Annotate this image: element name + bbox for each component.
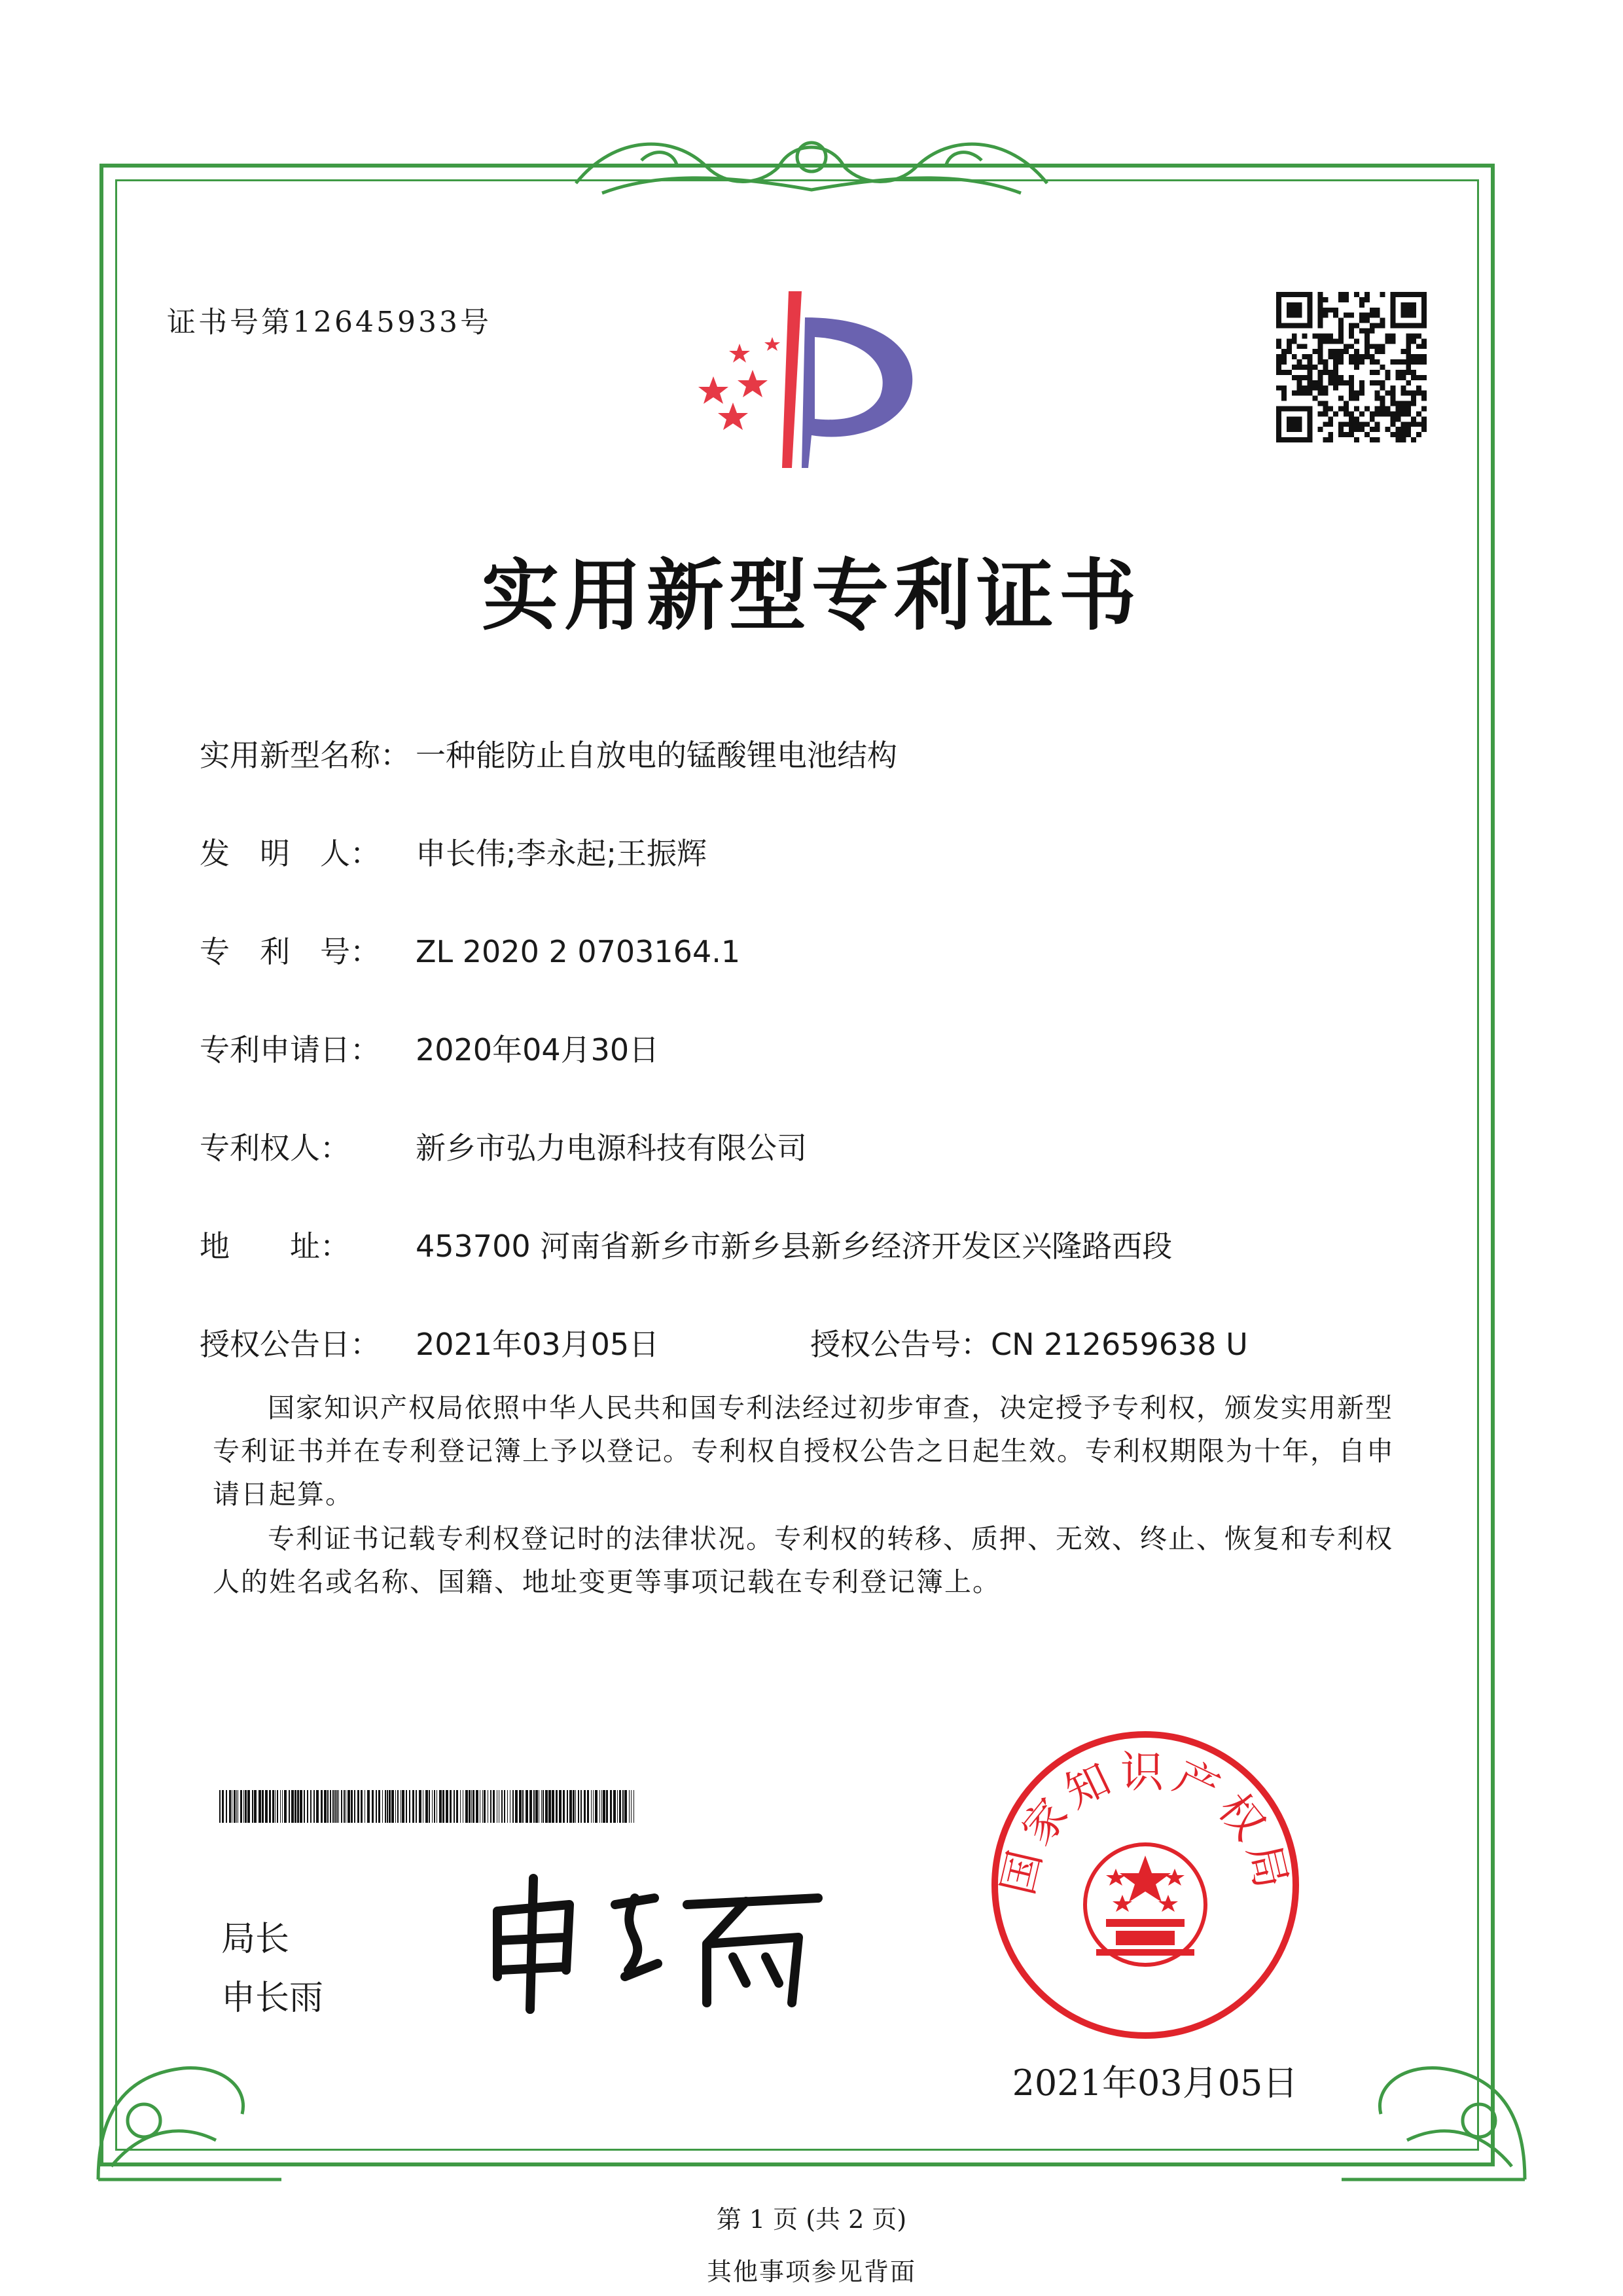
top-ornament <box>563 121 1060 206</box>
cnipa-emblem-icon <box>674 278 936 488</box>
field-patent-number <box>200 928 740 971</box>
field-patentee <box>200 1124 807 1168</box>
legal-paragraph: 国家知识产权局依照中华人民共和国专利法经过初步审查，决定授予专利权，颁发实用新型专利证书并在专利登记簿上予以登记。专利权自授权公告之日起生效。专利权期限为十年，自申请日起算。 <box>213 1392 1395 1510</box>
field-label: 专利申请日： <box>200 1032 380 1067</box>
field-application-date <box>200 1026 659 1069</box>
field-value: 453700 河南省新乡市新乡县新乡经济开发区兴隆路西段 <box>416 1229 1173 1264</box>
certificate-number: 证书号第12645933号 <box>167 306 491 339</box>
field-address <box>200 1223 1172 1266</box>
director-title: 局长 <box>221 1920 290 1959</box>
field-value: 2021年03月05日 <box>416 1327 660 1362</box>
official-seal-icon <box>988 1728 1302 2042</box>
field-utility-model-name <box>200 732 897 775</box>
field-value: 申长伟;李永起;王振辉 <box>416 836 707 871</box>
field-value: 一种能防止自放电的锰酸锂电池结构 <box>416 738 897 773</box>
field-label: 授权公告日： <box>200 1327 380 1362</box>
director-signature-icon <box>484 1865 838 2016</box>
field-value: 新乡市弘力电源科技有限公司 <box>416 1130 807 1166</box>
field-label: 发 明 人： <box>200 836 380 871</box>
field-label: 专 利 号： <box>200 934 380 969</box>
page-number: 第 1 页 (共 2 页) <box>716 2205 907 2234</box>
certificate-title: 实用新型专利证书 <box>481 550 1141 641</box>
field-value: 2020年04月30日 <box>416 1032 660 1067</box>
seal-date: 2021年03月05日 <box>1012 2062 1298 2104</box>
legal-paragraph: 专利证书记载专利权登记时的法律状况。专利权的转移、质押、无效、终止、恢复和专利权人的姓名或名称、国籍、地址变更等事项记载在专利登记簿上。 <box>213 1523 1393 1598</box>
corner-ornament-right <box>1329 2036 1538 2186</box>
field-grant-number <box>810 1321 1248 1364</box>
barcode-icon <box>219 1790 638 1823</box>
seal-text: 国家知识产权局 <box>992 1747 1298 1900</box>
field-label: 实用新型名称： <box>200 738 410 773</box>
field-value: ZL 2020 2 0703164.1 <box>416 934 741 969</box>
director-name: 申长雨 <box>221 1979 324 2018</box>
field-label: 地 址： <box>200 1229 350 1264</box>
field-label: 专利权人： <box>200 1130 350 1166</box>
footer-note: 其他事项参见背面 <box>706 2257 916 2286</box>
qr-code-icon <box>1276 292 1427 442</box>
field-label: 授权公告号： <box>810 1327 991 1362</box>
field-value: CN 212659638 U <box>991 1327 1248 1362</box>
field-inventors <box>200 830 707 873</box>
field-grant-date <box>200 1321 659 1364</box>
corner-ornament-left <box>85 2036 294 2186</box>
